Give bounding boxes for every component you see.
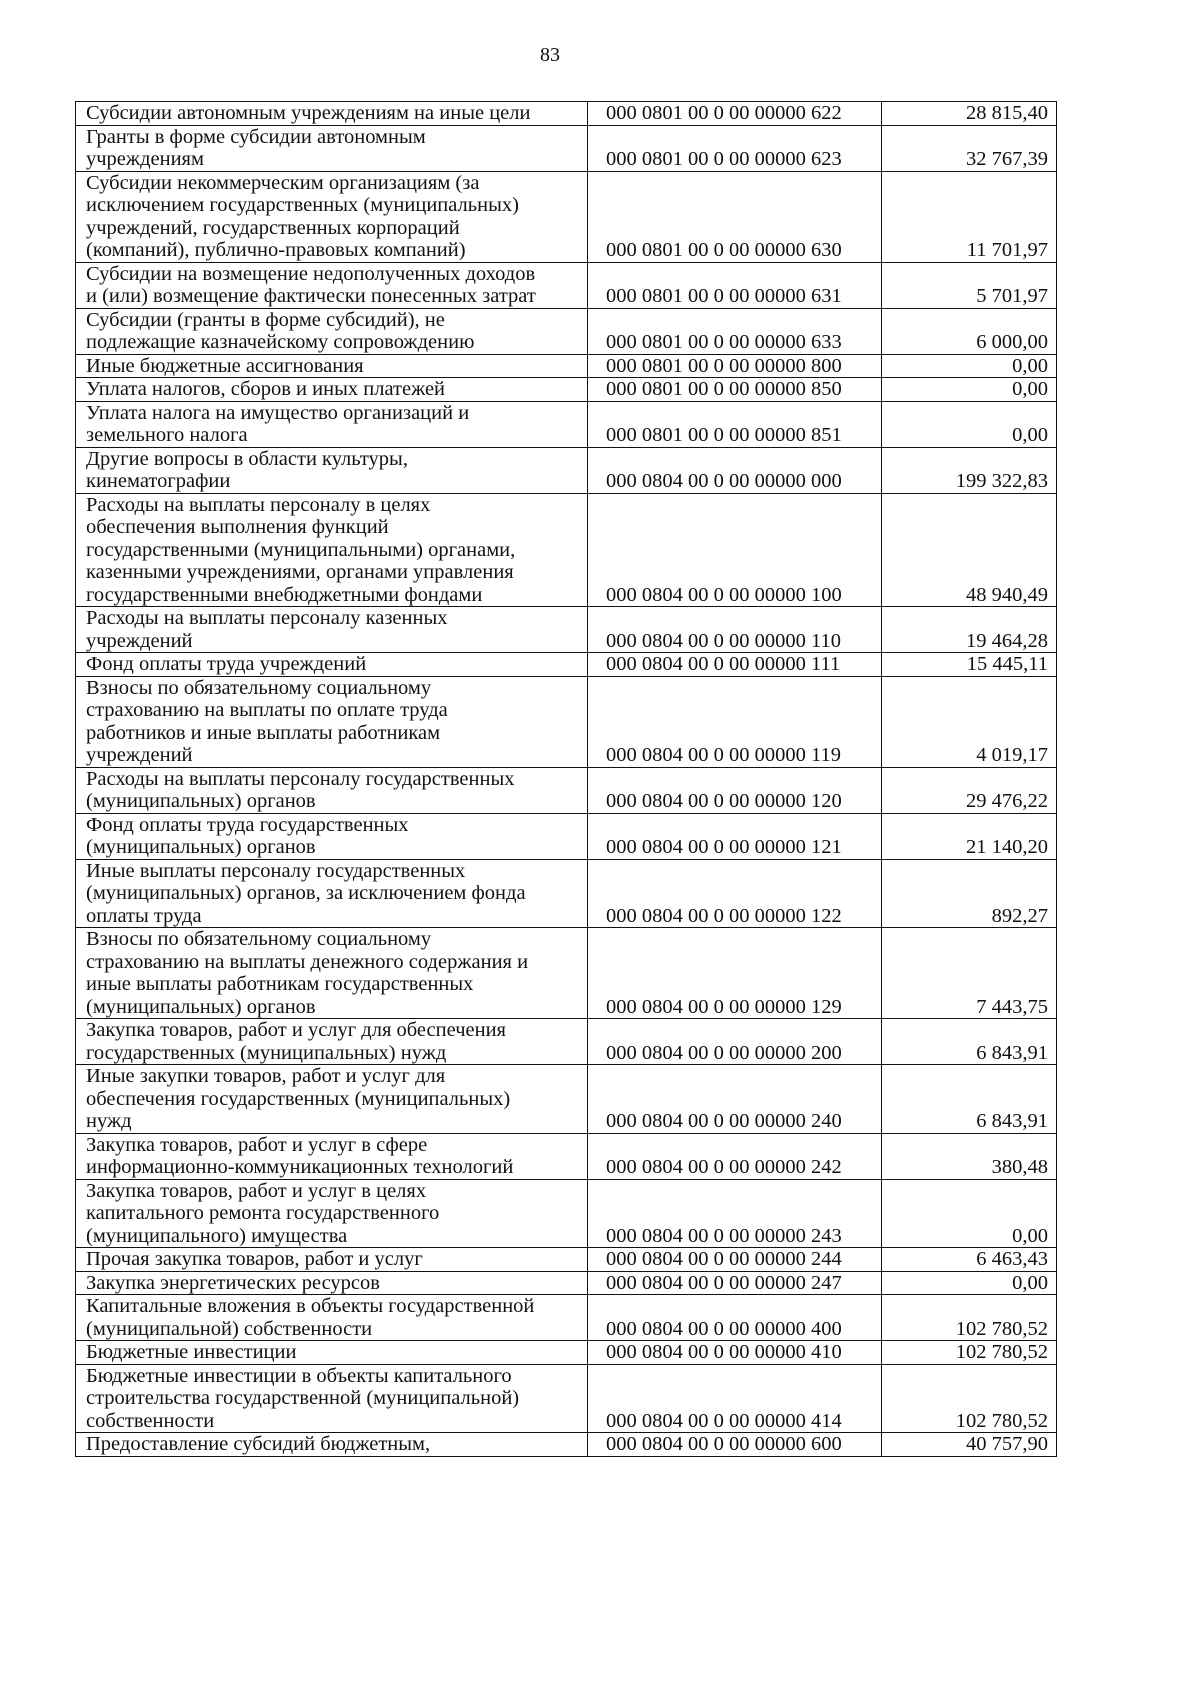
row-amount: 7 443,75	[882, 928, 1057, 1019]
row-amount: 199 322,83	[882, 447, 1057, 493]
table-row	[76, 447, 1057, 493]
row-budget-code: 000 0801 00 0 00 00000 633	[588, 308, 882, 354]
row-amount: 28 815,40	[882, 102, 1057, 126]
table-row	[76, 1271, 1057, 1295]
table-row	[76, 1065, 1057, 1134]
row-description: Расходы на выплаты персоналу казенных учреждений	[76, 607, 588, 653]
table-row	[76, 1433, 1057, 1457]
table-row	[76, 308, 1057, 354]
row-budget-code: 000 0801 00 0 00 00000 851	[588, 401, 882, 447]
budget-table	[75, 101, 1057, 1457]
table-row	[76, 1364, 1057, 1433]
row-budget-code: 000 0804 00 0 00 00000 414	[588, 1364, 882, 1433]
row-description: Закупка товаров, работ и услуг для обеспечения государственных (муниципальных) нужд	[76, 1019, 588, 1065]
table-row	[76, 1341, 1057, 1365]
row-description: Другие вопросы в области культуры, кинематографии	[76, 447, 588, 493]
row-amount: 19 464,28	[882, 607, 1057, 653]
row-budget-code: 000 0804 00 0 00 00000 000	[588, 447, 882, 493]
table-row	[76, 607, 1057, 653]
row-description: Субсидии автономным учреждениям на иные цели	[76, 102, 588, 126]
row-description: Фонд оплаты труда государственных (муниципальных) органов	[76, 813, 588, 859]
row-amount: 29 476,22	[882, 767, 1057, 813]
row-description: Иные бюджетные ассигнования	[76, 354, 588, 378]
table-row	[76, 676, 1057, 767]
table-row	[76, 767, 1057, 813]
row-budget-code: 000 0804 00 0 00 00000 129	[588, 928, 882, 1019]
row-budget-code: 000 0804 00 0 00 00000 120	[588, 767, 882, 813]
row-description: Расходы на выплаты персоналу государственных (муниципальных) органов	[76, 767, 588, 813]
table-row	[76, 1248, 1057, 1272]
row-description: Прочая закупка товаров, работ и услуг	[76, 1248, 588, 1272]
row-amount: 102 780,52	[882, 1295, 1057, 1341]
row-budget-code: 000 0801 00 0 00 00000 800	[588, 354, 882, 378]
table-row	[76, 813, 1057, 859]
row-amount: 0,00	[882, 1271, 1057, 1295]
table-row	[76, 171, 1057, 262]
row-budget-code: 000 0804 00 0 00 00000 244	[588, 1248, 882, 1272]
row-budget-code: 000 0801 00 0 00 00000 622	[588, 102, 882, 126]
row-amount: 6 843,91	[882, 1019, 1057, 1065]
row-amount: 6 463,43	[882, 1248, 1057, 1272]
row-description: Иные выплаты персоналу государственных (муниципальных) органов, за исключением фонда оплаты труда	[76, 859, 588, 928]
budget-table-body	[76, 102, 1057, 1457]
row-budget-code: 000 0804 00 0 00 00000 242	[588, 1133, 882, 1179]
row-budget-code: 000 0804 00 0 00 00000 122	[588, 859, 882, 928]
row-budget-code: 000 0804 00 0 00 00000 240	[588, 1065, 882, 1134]
row-amount: 32 767,39	[882, 125, 1057, 171]
row-description: Закупка товаров, работ и услуг в сфере информационно-коммуникационных технологий	[76, 1133, 588, 1179]
row-budget-code: 000 0804 00 0 00 00000 243	[588, 1179, 882, 1248]
row-amount: 0,00	[882, 401, 1057, 447]
table-row	[76, 102, 1057, 126]
row-amount: 0,00	[882, 354, 1057, 378]
row-budget-code: 000 0804 00 0 00 00000 119	[588, 676, 882, 767]
row-description: Капитальные вложения в объекты государственной (муниципальной) собственности	[76, 1295, 588, 1341]
row-description: Бюджетные инвестиции в объекты капитального строительства государственной (муниципальной) собственности	[76, 1364, 588, 1433]
table-row	[76, 1133, 1057, 1179]
table-row	[76, 354, 1057, 378]
row-amount: 102 780,52	[882, 1341, 1057, 1365]
table-row	[76, 1295, 1057, 1341]
row-amount: 892,27	[882, 859, 1057, 928]
row-description: Субсидии некоммерческим организациям (за исключением государственных (муниципальных) учреждений, государственных корпораций (компаний), публично-правовых компаний)	[76, 171, 588, 262]
table-row	[76, 125, 1057, 171]
row-budget-code: 000 0804 00 0 00 00000 400	[588, 1295, 882, 1341]
table-row	[76, 378, 1057, 402]
row-budget-code: 000 0804 00 0 00 00000 111	[588, 653, 882, 677]
table-row	[76, 859, 1057, 928]
row-budget-code: 000 0801 00 0 00 00000 623	[588, 125, 882, 171]
row-amount: 102 780,52	[882, 1364, 1057, 1433]
table-row	[76, 401, 1057, 447]
row-description: Взносы по обязательному социальному страхованию на выплаты по оплате труда работников и иные выплаты работникам учреждений	[76, 676, 588, 767]
row-budget-code: 000 0801 00 0 00 00000 850	[588, 378, 882, 402]
row-description: Фонд оплаты труда учреждений	[76, 653, 588, 677]
row-amount: 380,48	[882, 1133, 1057, 1179]
row-description: Гранты в форме субсидии автономным учреждениям	[76, 125, 588, 171]
row-budget-code: 000 0804 00 0 00 00000 200	[588, 1019, 882, 1065]
row-description: Уплата налогов, сборов и иных платежей	[76, 378, 588, 402]
table-row	[76, 1179, 1057, 1248]
row-amount: 0,00	[882, 1179, 1057, 1248]
row-budget-code: 000 0804 00 0 00 00000 121	[588, 813, 882, 859]
table-row	[76, 1019, 1057, 1065]
row-description: Субсидии (гранты в форме субсидий), не подлежащие казначейскому сопровождению	[76, 308, 588, 354]
row-description: Уплата налога на имущество организаций и земельного налога	[76, 401, 588, 447]
table-row	[76, 653, 1057, 677]
row-budget-code: 000 0804 00 0 00 00000 110	[588, 607, 882, 653]
row-description: Иные закупки товаров, работ и услуг для обеспечения государственных (муниципальных) нужд	[76, 1065, 588, 1134]
row-amount: 40 757,90	[882, 1433, 1057, 1457]
row-budget-code: 000 0804 00 0 00 00000 600	[588, 1433, 882, 1457]
row-description: Субсидии на возмещение недополученных доходов и (или) возмещение фактически понесенных затрат	[76, 262, 588, 308]
row-description: Закупка товаров, работ и услуг в целях капитального ремонта государственного (муниципального) имущества	[76, 1179, 588, 1248]
row-amount: 6 000,00	[882, 308, 1057, 354]
row-amount: 4 019,17	[882, 676, 1057, 767]
row-description: Закупка энергетических ресурсов	[76, 1271, 588, 1295]
row-amount: 21 140,20	[882, 813, 1057, 859]
page-number: 83	[540, 44, 560, 66]
row-budget-code: 000 0801 00 0 00 00000 631	[588, 262, 882, 308]
row-description: Бюджетные инвестиции	[76, 1341, 588, 1365]
row-budget-code: 000 0804 00 0 00 00000 100	[588, 493, 882, 607]
row-amount: 15 445,11	[882, 653, 1057, 677]
table-row	[76, 493, 1057, 607]
row-amount: 6 843,91	[882, 1065, 1057, 1134]
row-amount: 0,00	[882, 378, 1057, 402]
row-description: Предоставление субсидий бюджетным,	[76, 1433, 588, 1457]
row-amount: 11 701,97	[882, 171, 1057, 262]
row-description: Взносы по обязательному социальному страхованию на выплаты денежного содержания и иные выплаты работникам государственных (муниципальных) органов	[76, 928, 588, 1019]
row-budget-code: 000 0804 00 0 00 00000 410	[588, 1341, 882, 1365]
row-amount: 48 940,49	[882, 493, 1057, 607]
table-row	[76, 928, 1057, 1019]
row-description: Расходы на выплаты персоналу в целях обеспечения выполнения функций государственными (муниципальными) органами, казенными учреждениями, органами управления государственными внебюджетными фондами	[76, 493, 588, 607]
row-amount: 5 701,97	[882, 262, 1057, 308]
row-budget-code: 000 0801 00 0 00 00000 630	[588, 171, 882, 262]
row-budget-code: 000 0804 00 0 00 00000 247	[588, 1271, 882, 1295]
table-row	[76, 262, 1057, 308]
